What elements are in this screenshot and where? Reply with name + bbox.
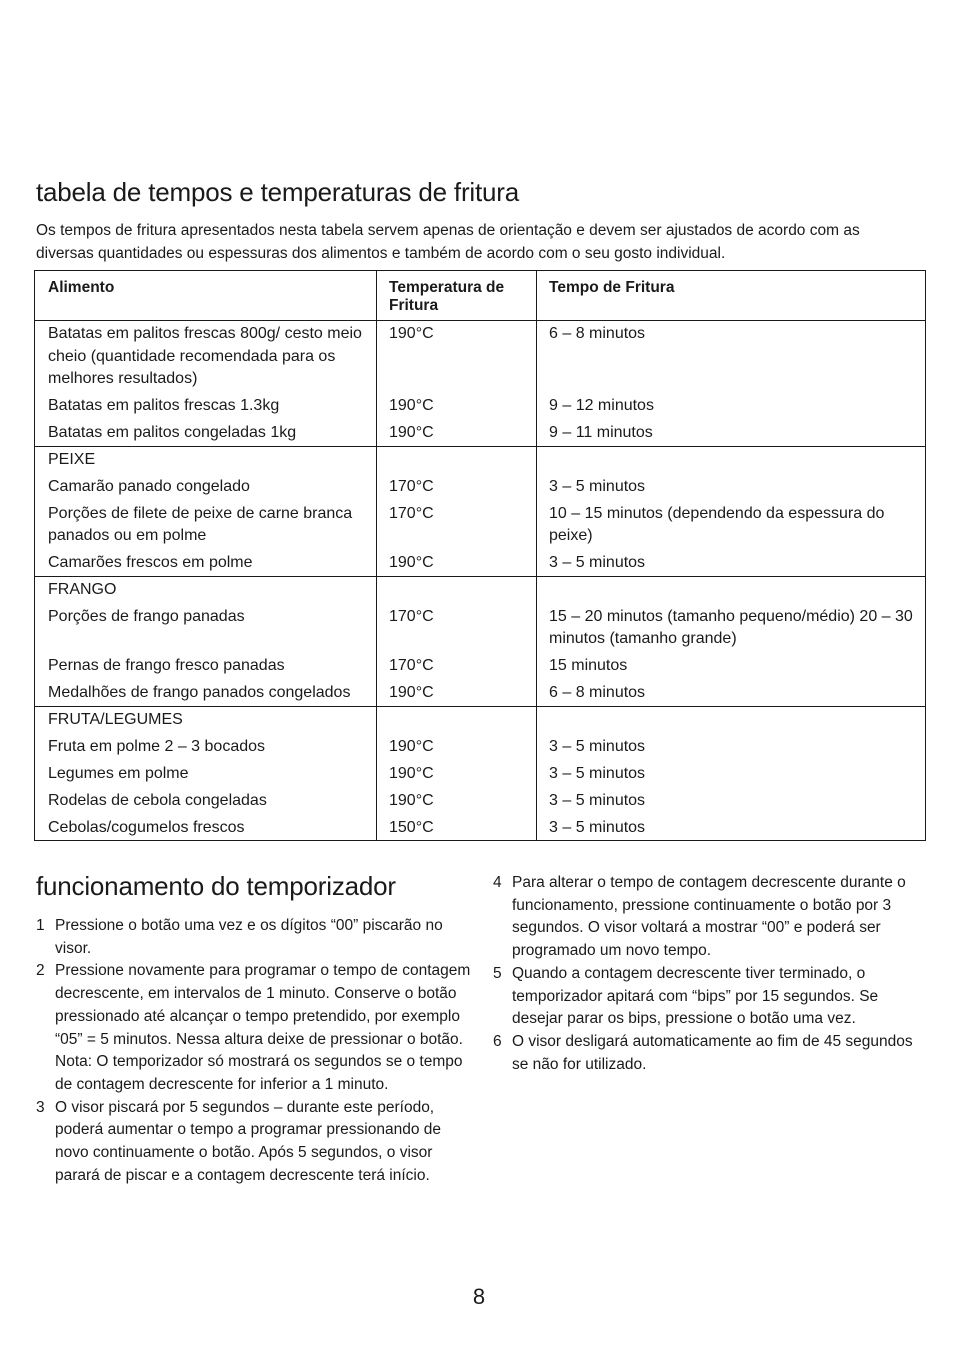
category-label: FRUTA/LEGUMES [35, 706, 377, 736]
table-row [35, 817, 926, 841]
time-cell: 10 – 15 minutos (dependendo da espessura do peixe) [537, 503, 926, 553]
time-cell: 6 – 8 minutos [537, 682, 926, 706]
temperature-cell: 190°C [377, 736, 537, 763]
food-cell: Porções de frango panadas [35, 606, 377, 656]
temperature-cell [377, 446, 537, 476]
table-row [35, 422, 926, 446]
table-row [35, 682, 926, 706]
temperature-cell: 170°C [377, 503, 537, 553]
timer-steps-right-column [493, 872, 923, 1076]
food-cell: Legumes em polme [35, 763, 377, 790]
step-text: O visor piscará por 5 segundos – durante este período, poderá aumentar o tempo a programar pressionando de novo continuamente o botão. Após 5 segundos, o visor parará de piscar e a contagem decrescente terá início. [55, 1098, 442, 1184]
temperature-cell: 190°C [377, 790, 537, 817]
food-cell: Porções de filete de peixe de carne branca panados ou em polme [35, 503, 377, 553]
table-group-fish [35, 446, 926, 576]
table-row [35, 606, 926, 656]
timer-steps-left-column [36, 915, 472, 1187]
temperature-cell: 170°C [377, 606, 537, 656]
time-cell: 6 – 8 minutos [537, 321, 926, 396]
table-row [35, 655, 926, 682]
table-row [35, 763, 926, 790]
step-number: 2 [36, 962, 45, 980]
table-row [35, 503, 926, 553]
food-cell: Cebolas/cogumelos frescos [35, 817, 377, 841]
food-cell: Pernas de frango fresco panadas [35, 655, 377, 682]
table-group-potatoes [35, 321, 926, 447]
time-cell: 3 – 5 minutos [537, 736, 926, 763]
table-row [35, 736, 926, 763]
list-item [493, 1031, 923, 1076]
time-cell: 15 – 20 minutos (tamanho pequeno/médio) 20 – 30 minutos (tamanho grande) [537, 606, 926, 656]
time-cell [537, 446, 926, 476]
temperature-cell [377, 576, 537, 606]
food-cell: Fruta em polme 2 – 3 bocados [35, 736, 377, 763]
food-cell: Batatas em palitos frescas 800g/ cesto meio cheio (quantidade recomendada para os melhores resultados) [35, 321, 377, 396]
header-time: Tempo de Fritura [537, 271, 926, 321]
category-label: PEIXE [35, 446, 377, 476]
food-cell: Rodelas de cebola congeladas [35, 790, 377, 817]
step-note: Nota: O temporizador só mostrará os segundos se o tempo de contagem decrescente for inferior a 1 minuto. [55, 1053, 463, 1093]
list-item [36, 1097, 472, 1188]
temperature-cell [377, 706, 537, 736]
time-cell: 3 – 5 minutos [537, 552, 926, 576]
table-row [35, 395, 926, 422]
temperature-cell: 190°C [377, 422, 537, 446]
list-item [493, 963, 923, 1031]
frying-table [34, 270, 926, 841]
food-cell: Batatas em palitos congeladas 1kg [35, 422, 377, 446]
time-cell: 9 – 11 minutos [537, 422, 926, 446]
category-label: FRANGO [35, 576, 377, 606]
temperature-cell: 190°C [377, 321, 537, 396]
step-number: 3 [36, 1098, 45, 1116]
table-row [35, 552, 926, 576]
temperature-cell: 170°C [377, 476, 537, 503]
page-number: 8 [472, 1284, 486, 1309]
step-number: 5 [493, 964, 502, 982]
table-row [35, 321, 926, 396]
time-cell [537, 576, 926, 606]
time-cell [537, 706, 926, 736]
step-number: 6 [493, 1032, 502, 1050]
temperature-cell: 190°C [377, 763, 537, 790]
step-text: Quando a contagem decrescente tiver terminado, o temporizador apitará com “bips” por 15 segundos. Se desejar parar os bips, pressione o botão uma vez. [512, 964, 879, 1028]
step-number: 1 [36, 917, 45, 934]
table-group-fruit-vegetables [35, 706, 926, 841]
list-item [36, 960, 472, 1096]
section-title-timer: funcionamento do temporizador [36, 871, 396, 901]
step-text: O visor desligará automaticamente ao fim de 45 segundos se não for utilizado. [512, 1032, 913, 1073]
time-cell: 3 – 5 minutos [537, 817, 926, 841]
step-text: Para alterar o tempo de contagem decrescente durante o funcionamento, pressione continuamente o botão por 3 segundos. O visor voltará a mostrar “00” e poderá ser programado um novo tempo. [512, 874, 906, 960]
step-number: 4 [493, 874, 502, 891]
table-row [35, 446, 926, 476]
list-item [36, 915, 472, 960]
header-temperature: Temperatura de Fritura [377, 271, 537, 321]
temperature-cell: 150°C [377, 817, 537, 841]
step-text: Pressione novamente para programar o tempo de contagem decrescente, em intervalos de 1 minuto. Conserve o botão pressionado até alcançar o tempo pretendido, por exemplo “05” = 5 minutos. Nessa altura deixe de pressionar o botão. [55, 962, 471, 1048]
table-row [35, 706, 926, 736]
frying-table-intro: Os tempos de fritura apresentados nesta tabela servem apenas de orientação e devem ser ajustados de acordo com as diversas quantidades ou espessuras dos alimentos e também de acordo com o seu gosto individual. [36, 222, 860, 262]
food-cell: Medalhões de frango panados congelados [35, 682, 377, 706]
table-row [35, 576, 926, 606]
step-text: Pressione o botão uma vez e os dígitos “00” piscarão no visor. [55, 917, 443, 957]
table-row [35, 790, 926, 817]
section-title-frying-table: tabela de tempos e temperaturas de fritura [36, 177, 519, 207]
temperature-cell: 190°C [377, 552, 537, 576]
time-cell: 3 – 5 minutos [537, 476, 926, 503]
temperature-cell: 190°C [377, 395, 537, 422]
temperature-cell: 190°C [377, 682, 537, 706]
time-cell: 9 – 12 minutos [537, 395, 926, 422]
food-cell: Batatas em palitos frescas 1.3kg [35, 395, 377, 422]
header-food: Alimento [35, 271, 377, 321]
temperature-cell: 170°C [377, 655, 537, 682]
time-cell: 3 – 5 minutos [537, 763, 926, 790]
table-group-chicken [35, 576, 926, 706]
time-cell: 3 – 5 minutos [537, 790, 926, 817]
list-item [493, 872, 923, 963]
food-cell: Camarão panado congelado [35, 476, 377, 503]
time-cell: 15 minutos [537, 655, 926, 682]
table-header-row [35, 271, 926, 321]
table-row [35, 476, 926, 503]
food-cell: Camarões frescos em polme [35, 552, 377, 576]
